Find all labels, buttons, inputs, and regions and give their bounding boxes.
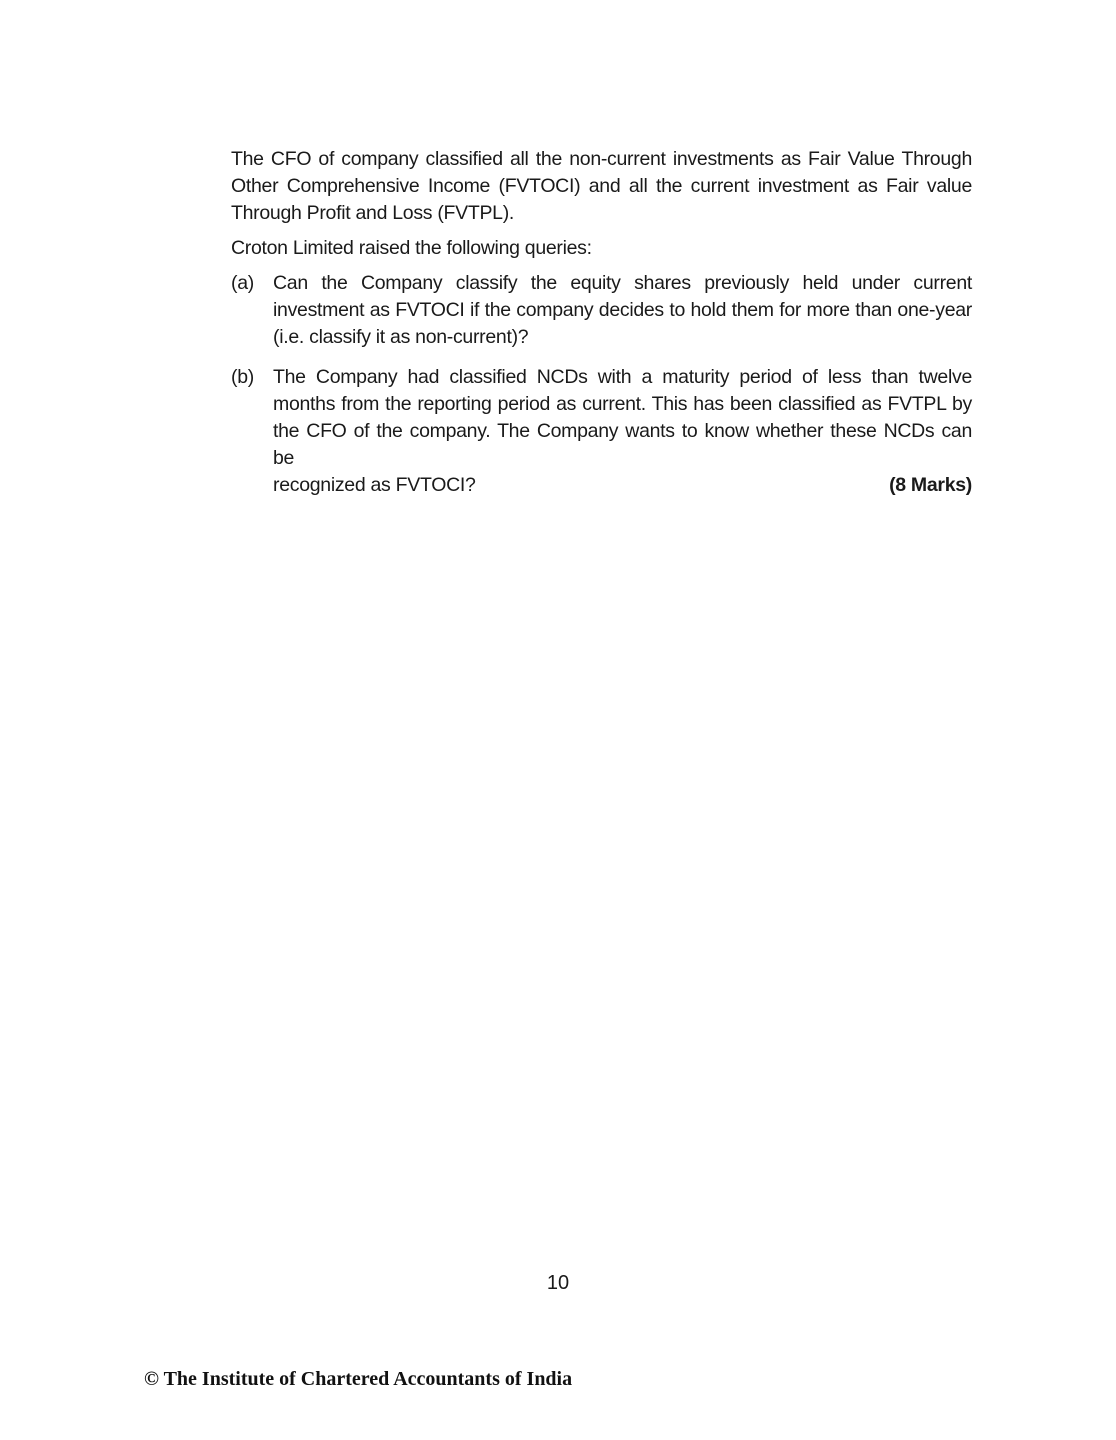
intro-paragraph: The CFO of company classified all the non-current investments as Fair Value Through Other Comprehensive Income (FVTOCI) and all the current investment as Fair value Through Profit and Loss (FVTPL). bbox=[231, 148, 972, 224]
query-text-end: recognized as FVTOCI? bbox=[273, 474, 476, 496]
query-last-line bbox=[273, 472, 972, 499]
query-label: (a) bbox=[231, 272, 254, 294]
question-content bbox=[231, 146, 972, 499]
copyright-footer: © The Institute of Chartered Accountants of India bbox=[144, 1368, 573, 1390]
page-number: 10 bbox=[546, 1272, 570, 1294]
query-item-b bbox=[231, 364, 972, 499]
query-text: Can the Company classify the equity shares previously held under current investment as FVTOCI if the company decides to hold them for more than one-year (i.e. classify it as non-current)? bbox=[273, 272, 972, 348]
queries-heading: Croton Limited raised the following queries: bbox=[231, 237, 592, 259]
query-text: The Company had classified NCDs with a maturity period of less than twelve months from the reporting period as current. This has been classified as FVTPL by the CFO of the company. The Company wants to know whether these NCDs can be bbox=[273, 366, 972, 469]
marks-label: (8 Marks) bbox=[889, 474, 972, 496]
query-item-a bbox=[231, 270, 972, 351]
query-label: (b) bbox=[231, 366, 254, 388]
